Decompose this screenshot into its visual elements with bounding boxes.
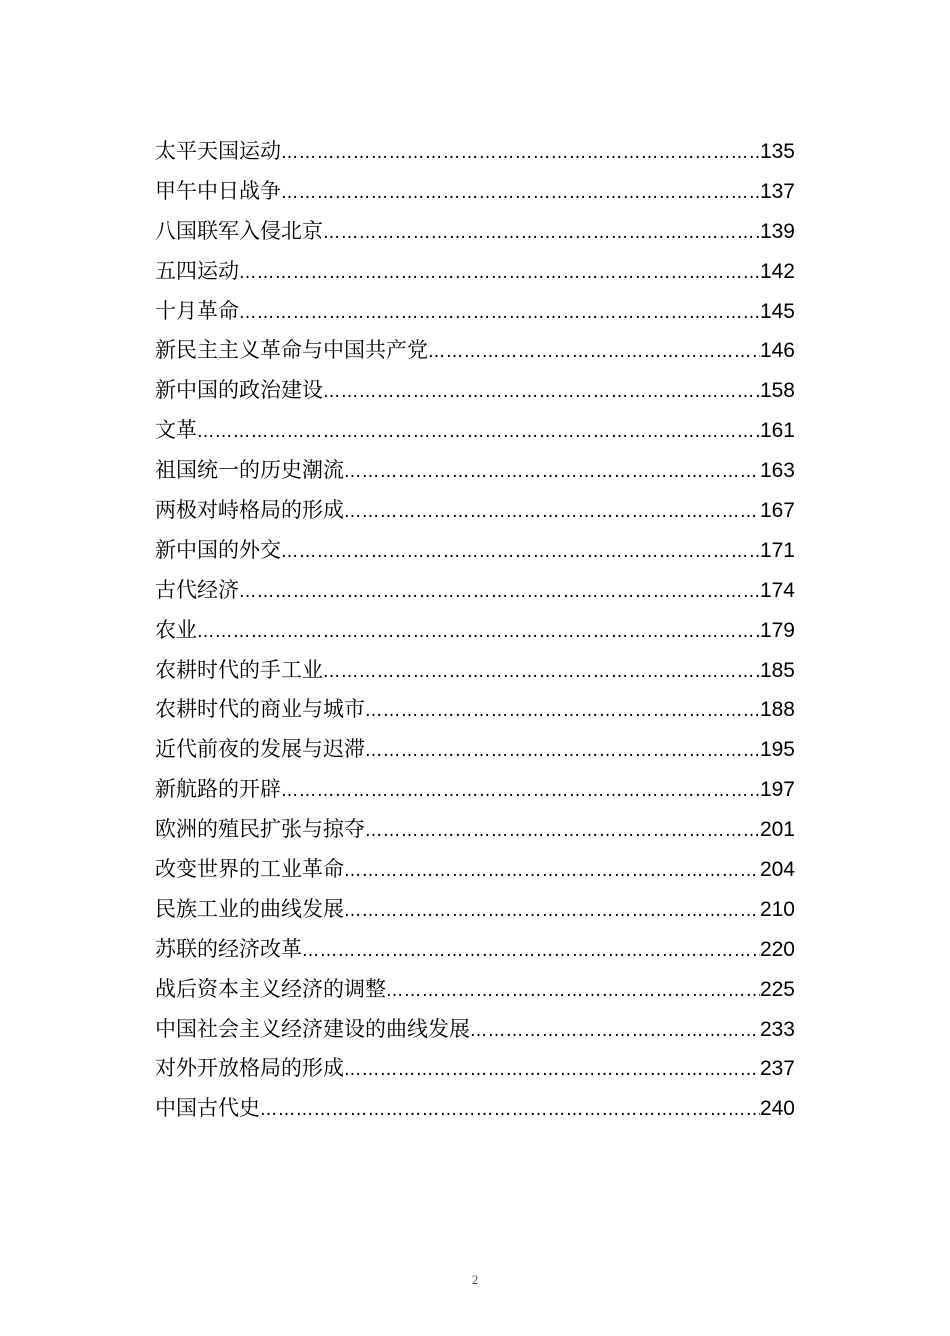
toc-entry[interactable] xyxy=(155,411,795,451)
toc-entry-title: 对外开放格局的形成 xyxy=(155,1056,344,1081)
toc-dot-leader xyxy=(197,413,760,453)
toc-entry-title: 战后资本主义经济的调整 xyxy=(155,976,386,1001)
toc-entry-title: 甲午中日战争 xyxy=(155,178,281,203)
toc-dot-leader xyxy=(344,852,760,892)
toc-entry[interactable] xyxy=(155,1010,795,1050)
toc-dot-leader xyxy=(365,732,760,772)
toc-entry-title: 新中国的政治建设 xyxy=(155,378,323,403)
toc-entry[interactable] xyxy=(155,810,795,850)
toc-entry-page: 197 xyxy=(759,778,795,802)
toc-entry-title: 欧洲的殖民扩张与掠夺 xyxy=(155,817,365,842)
toc-entry-title: 太平天国运动 xyxy=(155,139,281,163)
toc-entry-title: 农耕时代的手工业 xyxy=(155,657,323,682)
toc-entry-page: 158 xyxy=(759,379,795,403)
toc-entry[interactable] xyxy=(155,331,795,371)
toc-entry-title: 农耕时代的商业与城市 xyxy=(155,697,365,722)
toc-entry-title: 苏联的经济改革 xyxy=(155,936,302,961)
toc-dot-leader xyxy=(428,333,760,373)
toc-entry[interactable] xyxy=(155,172,795,212)
toc-entry-page: 179 xyxy=(759,618,795,642)
toc-entry-page: 237 xyxy=(759,1057,795,1081)
toc-entry-page: 201 xyxy=(759,818,795,842)
toc-entry[interactable] xyxy=(155,252,795,292)
toc-entry-title: 新航路的开辟 xyxy=(155,777,281,802)
toc-entry-title: 民族工业的曲线发展 xyxy=(155,896,344,921)
toc-dot-leader xyxy=(365,812,760,852)
toc-entry-page: 233 xyxy=(759,1017,795,1041)
toc-entry[interactable] xyxy=(155,730,795,770)
toc-entry[interactable] xyxy=(155,890,795,930)
toc-dot-leader xyxy=(281,134,760,174)
toc-dot-leader xyxy=(239,294,760,334)
toc-entry-page: 225 xyxy=(759,977,795,1001)
toc-dot-leader xyxy=(239,254,760,294)
toc-entry-title: 两极对峙格局的形成 xyxy=(155,498,344,523)
toc-entry[interactable] xyxy=(155,611,795,651)
toc-entry-title: 五四运动 xyxy=(155,258,239,283)
toc-dot-leader xyxy=(344,493,760,533)
toc-entry-title: 古代经济 xyxy=(155,577,239,602)
toc-entry-title: 文革 xyxy=(155,418,197,443)
toc-entry-page: 240 xyxy=(759,1097,795,1121)
toc-dot-leader xyxy=(344,892,760,932)
toc-entry[interactable] xyxy=(155,531,795,571)
toc-dot-leader xyxy=(239,573,760,613)
toc-entry-title: 新中国的外交 xyxy=(155,537,281,562)
toc-dot-leader xyxy=(344,453,760,493)
toc-entry-page: 146 xyxy=(759,339,795,363)
toc-entry-title: 八国联军入侵北京 xyxy=(155,218,323,243)
toc-entry-page: 161 xyxy=(759,419,795,443)
toc-entry-page: 171 xyxy=(759,538,795,562)
toc-entry-page: 139 xyxy=(759,219,795,243)
toc-dot-leader xyxy=(281,174,760,214)
toc-entry-title: 新民主主义革命与中国共产党 xyxy=(155,338,428,363)
toc-dot-leader xyxy=(281,533,760,573)
toc-entry[interactable] xyxy=(155,1049,795,1089)
toc-entry-title: 改变世界的工业革命 xyxy=(155,857,344,882)
toc-entry-page: 185 xyxy=(759,658,795,682)
toc-dot-leader xyxy=(470,1012,760,1052)
toc-entry-title: 中国古代史 xyxy=(155,1096,260,1121)
toc-entry-title: 近代前夜的发展与迟滞 xyxy=(155,737,365,762)
toc-entry-page: 163 xyxy=(759,459,795,483)
toc-entry-page: 137 xyxy=(759,179,795,203)
toc-entry[interactable] xyxy=(155,651,795,691)
toc-entry[interactable] xyxy=(155,970,795,1010)
toc-dot-leader xyxy=(281,772,760,812)
table-of-contents xyxy=(155,132,795,1129)
page-number: 2 xyxy=(471,1272,479,1287)
toc-entry[interactable] xyxy=(155,930,795,970)
toc-entry-page: 167 xyxy=(759,499,795,523)
toc-entry-page: 204 xyxy=(759,858,795,882)
toc-entry[interactable] xyxy=(155,770,795,810)
toc-entry-page: 210 xyxy=(759,897,795,921)
toc-entry[interactable] xyxy=(155,571,795,611)
toc-dot-leader xyxy=(386,972,760,1012)
toc-entry[interactable] xyxy=(155,491,795,531)
toc-entry-page: 188 xyxy=(759,698,795,722)
toc-dot-leader xyxy=(323,373,760,413)
toc-dot-leader xyxy=(260,1091,760,1131)
toc-entry-page: 195 xyxy=(759,738,795,762)
toc-dot-leader xyxy=(197,613,760,653)
toc-entry-title: 祖国统一的历史潮流 xyxy=(155,458,344,483)
toc-entry[interactable] xyxy=(155,690,795,730)
toc-entry[interactable] xyxy=(155,212,795,252)
toc-entry-page: 220 xyxy=(759,937,795,961)
toc-entry[interactable] xyxy=(155,451,795,491)
toc-entry-page: 174 xyxy=(759,578,795,602)
toc-dot-leader xyxy=(323,653,760,693)
toc-entry-title: 农业 xyxy=(155,617,197,642)
toc-entry-page: 142 xyxy=(759,259,795,283)
toc-dot-leader xyxy=(302,932,760,972)
toc-entry[interactable] xyxy=(155,1089,795,1129)
toc-entry-title: 中国社会主义经济建设的曲线发展 xyxy=(155,1016,470,1041)
toc-entry[interactable] xyxy=(155,850,795,890)
toc-entry[interactable] xyxy=(155,371,795,411)
toc-dot-leader xyxy=(344,1051,760,1091)
toc-dot-leader xyxy=(323,214,760,254)
toc-entry-page: 145 xyxy=(759,299,795,323)
toc-entry[interactable] xyxy=(155,292,795,332)
toc-entry-page: 135 xyxy=(759,140,795,163)
toc-entry-title: 十月革命 xyxy=(155,298,239,323)
toc-entry[interactable] xyxy=(155,132,795,172)
toc-dot-leader xyxy=(365,692,760,732)
